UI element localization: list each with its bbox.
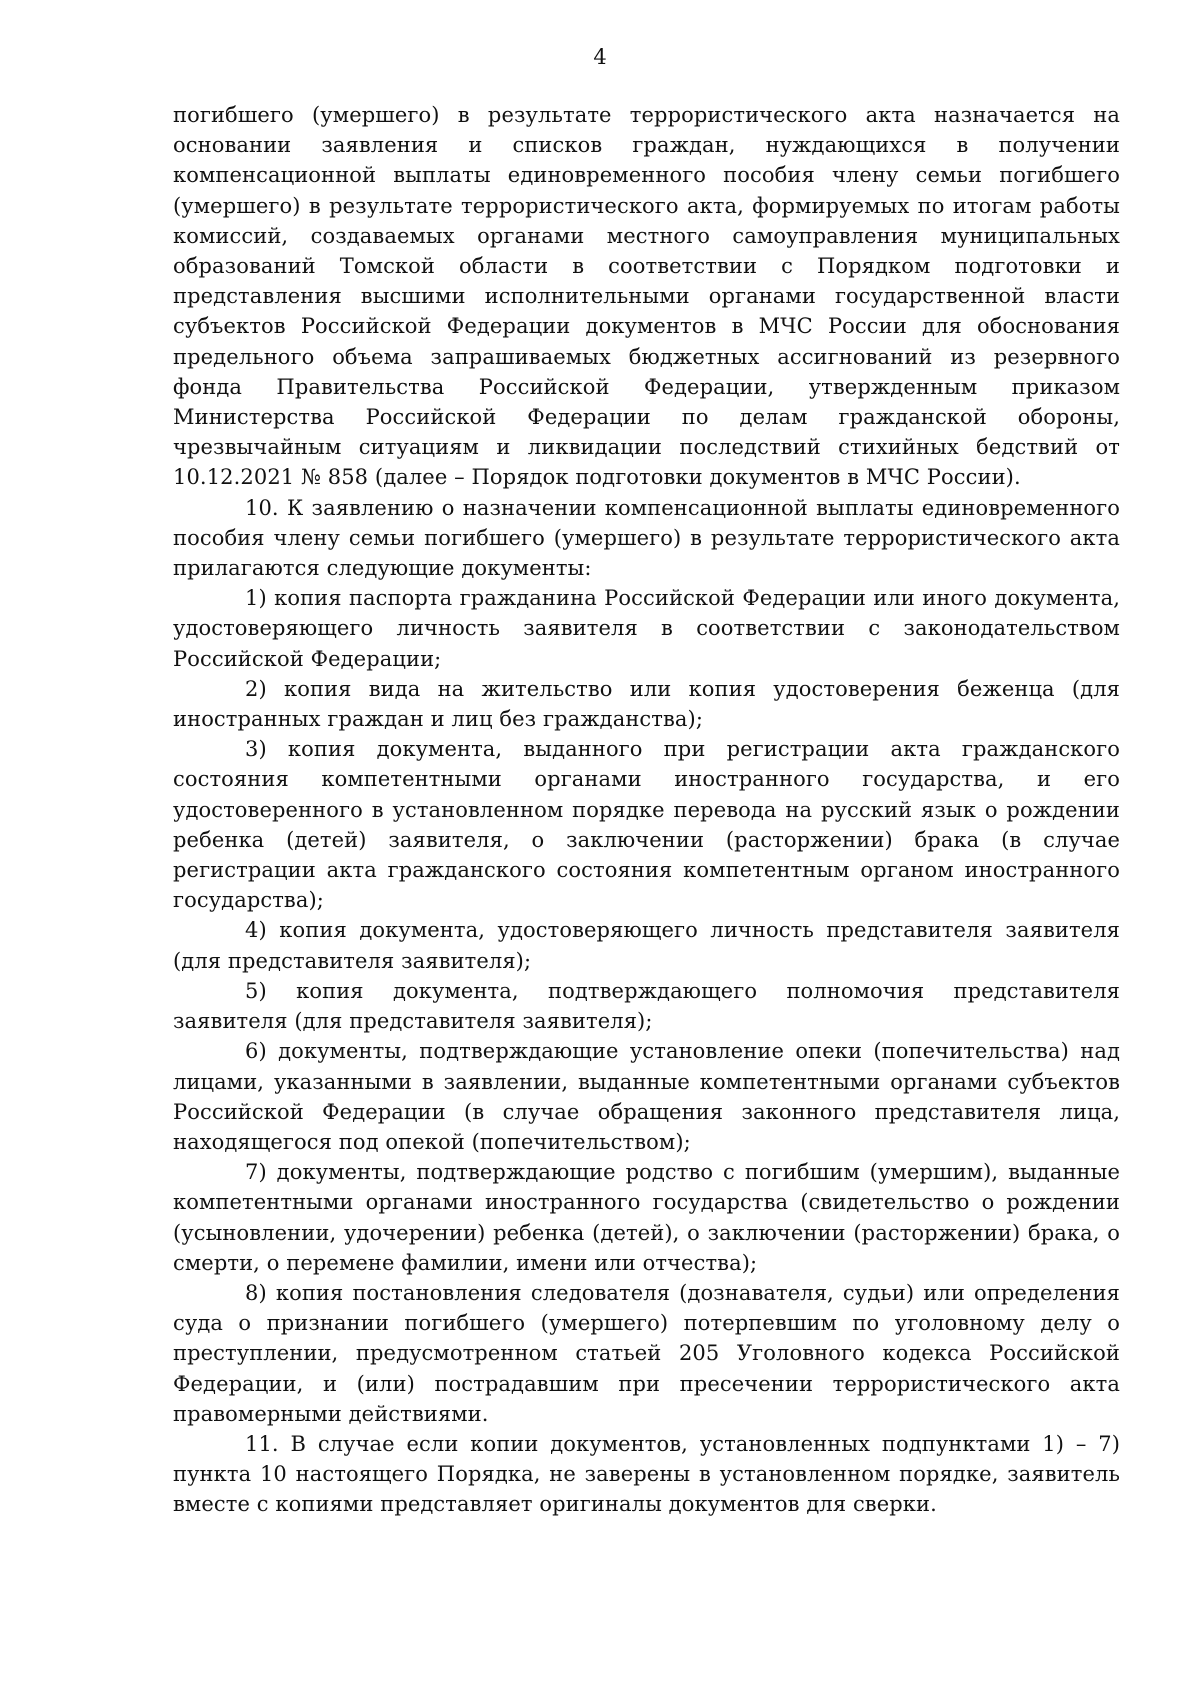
paragraph-item-11: 11. В случае если копии документов, установленных подпунктами 1) – 7) пункта 10 настоящего Порядка, не заверены в установленном порядке, заявитель вместе с копиями представляет оригиналы документов для сверки. xyxy=(173,1431,1120,1517)
subitem-1: 1) копия паспорта гражданина Российской Федерации или иного документа, удостоверяющего личность заявителя в соответствии с законодательством Российской Федерации; xyxy=(173,586,1120,671)
page-number: 4 xyxy=(593,45,607,69)
subitem-7: 7) документы, подтверждающие родство с погибшим (умершим), выданные компетентными органами иностранного государства (свидетельство о рождении (усыновлении, удочерении) ребенка (детей), о заключении (расторжении) брака, о смерти, о перемене фамилии, имени или отчества); xyxy=(173,1160,1120,1275)
paragraph-continuation: погибшего (умершего) в результате террористического акта назначается на основании заявления и списков граждан, нуждающихся в получении компенсационной выплаты единовременного пособия члену семьи погибшего (умершего) в результате террористического акта, формируемых по итогам работы комиссий, создаваемых органами местного самоуправления муниципальных образований Томской области в соответствии с Порядком подготовки и представления высшими исполнительными органами государственной власти субъектов Российской Федерации документов в МЧС России для обоснования предельного объема запрашиваемых бюджетных ассигнований из резервного фонда Правительства Российской Федерации, утвержденным приказом Министерства Российской Федерации по делам гражданской обороны, чрезвычайным ситуациям и ликвидации последствий стихийных бедствий от 10.12.2021 № 858 (далее – Порядок подготовки документов в МЧС России). xyxy=(173,103,1120,490)
subitem-5: 5) копия документа, подтверждающего полномочия представителя заявителя (для представителя заявителя); xyxy=(173,978,1120,1034)
subitem-6: 6) документы, подтверждающие установление опеки (попечительства) над лицами, указанными в заявлении, выданные компетентными органами субъектов Российской Федерации (в случае обращения законного представителя лица, находящегося под опекой (попечительством); xyxy=(173,1039,1120,1154)
paragraph-item-10: 10. К заявлению о назначении компенсационной выплаты единовременного пособия члену семьи погибшего (умершего) в результате террористического акта прилагаются следующие документы: xyxy=(173,495,1120,581)
subitem-3: 3) копия документа, выданного при регистрации акта гражданского состояния компетентными органами иностранного государства, и его удостоверенного в установленном порядке перевода на русский язык о рождении ребенка (детей) заявителя, о заключении (расторжении) брака (в случае регистрации акта гражданского состояния компетентным органом иностранного государства); xyxy=(173,737,1120,913)
subitem-4: 4) копия документа, удостоверяющего личность представителя заявителя (для представителя заявителя); xyxy=(173,918,1120,973)
document-body xyxy=(173,100,1120,1520)
subitem-2: 2) копия вида на жительство или копия удостоверения беженца (для иностранных граждан и лиц без гражданства); xyxy=(173,676,1120,732)
subitem-8: 8) копия постановления следователя (дознавателя, судьи) или определения суда о признании погибшего (умершего) потерпевшим по уголовному делу о преступлении, предусмотренном статьей 205 Уголовного кодекса Российской Федерации, и (или) пострадавшим при пресечении террористического акта правомерными действиями. xyxy=(173,1280,1120,1426)
